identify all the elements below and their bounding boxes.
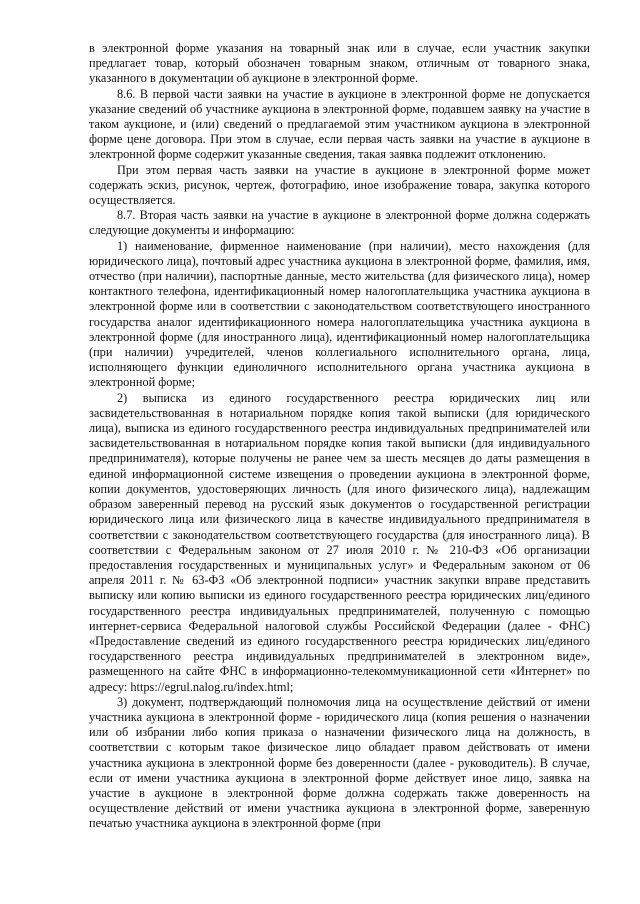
list-item-3: 3) документ, подтверждающий полномочия лица на осуществление действий от имени участника аукциона в электронной форме - юридического лица (копия решения о назначении или об избрании либо копия приказа о назначении физического лица на должность, в соответствии с которым такое физическое лицо обладает правом действовать от имени участника аукциона в электронной форме без доверенности (далее - руководитель). В случае, если от имени участника аукциона в электронной форме действует иное лицо, заявка на участие в аукционе в электронной форме должна содержать также доверенность на осуществление действий от имени участника аукциона в электронной форме, заверенную печатью участника аукциона в электронной форме (при xyxy=(89,694,590,831)
list-item-2: 2) выписка из единого государственного реестра юридических лиц или засвидетельствованная в нотариальном порядке копия такой выписки (для юридического лица), выписка из единого государственного реестра индивидуальных предпринимателей или засвидетельствованная в нотариальном порядке копия такой выписки (для индивидуального предпринимателя), которые получены не ранее чем за шесть месяцев до даты размещения в единой информационной системе извещения о проведении аукциона в электронной форме, копии документов, удостоверяющих личность (для иного физического лица), надлежащим образом заверенный перевод на русский язык документов о государственной регистрации юридического лица или физического лица в качестве индивидуального предпринимателя в соответствии с законодательством соответствующего государства (для иностранного лица). В соответствии с Федеральным законом от 27 июля 2010 г. № 210-ФЗ «Об организации предоставления государственных и муниципальных услуг» и Федеральным законом от 06 апреля 2011 г. № 63-ФЗ «Об электронной подписи» участник закупки вправе представить выписку или копию выписки из единого государственного реестра юридических лиц/единого государственного реестра индивидуальных предпринимателей, полученную с помощью интернет-сервиса Федеральной налоговой службы Российской Федерации (далее - ФНС) «Предоставление сведений из единого государственного реестра юридических лиц/единого государственного реестра индивидуальных предпринимателей в электронном виде», размещенного на сайте ФНС в информационно-телекоммуникационной сети «Интернет» по адресу: https://egrul.nalog.ru/index.html; xyxy=(89,390,590,694)
paragraph-continuation: в электронной форме указания на товарный знак или в случае, если участник закупки предлагает товар, который обозначен товарным знаком, отличным от товарного знака, указанного в документации об аукционе в электронной форме. xyxy=(89,41,590,86)
paragraph-8-7: 8.7. Вторая часть заявки на участие в аукционе в электронной форме должна содержать следующие документы и информацию: xyxy=(89,208,590,238)
list-item-1: 1) наименование, фирменное наименование (при наличии), место нахождения (для юридического лица), почтовый адрес участника аукциона в электронной форме, фамилия, имя, отчество (при наличии), паспортные данные, место жительства (для физического лица), номер контактного телефона, идентификационный номер налогоплательщика участника аукциона в электронной форме или в соответствии с законодательством соответствующего иностранного государства аналог идентификационного номера налогоплательщика участника аукциона в электронной форме (для иностранного лица), идентификационный номер налогоплательщика (при наличии) учредителей, членов коллегиального исполнительного органа, лица, исполняющего функции единоличного исполнительного органа участника аукциона в электронной форме; xyxy=(89,238,590,390)
paragraph-first-part-sketch: При этом первая часть заявки на участие в аукционе в электронной форме может содержать эскиз, рисунок, чертеж, фотографию, иное изображение товара, закупка которого осуществляется. xyxy=(89,162,590,208)
paragraph-8-6: 8.6. В первой части заявки на участие в аукционе в электронной форме не допускается указание сведений об участнике аукциона в электронной форме, подавшем заявку на участие в таком аукционе, и (или) сведений о предлагаемой этим участником аукциона в электронной форме цене договора. При этом в случае, если первая часть заявки на участие в аукционе в электронной форме содержит указанные сведения, такая заявка подлежит отклонению. xyxy=(89,86,590,162)
